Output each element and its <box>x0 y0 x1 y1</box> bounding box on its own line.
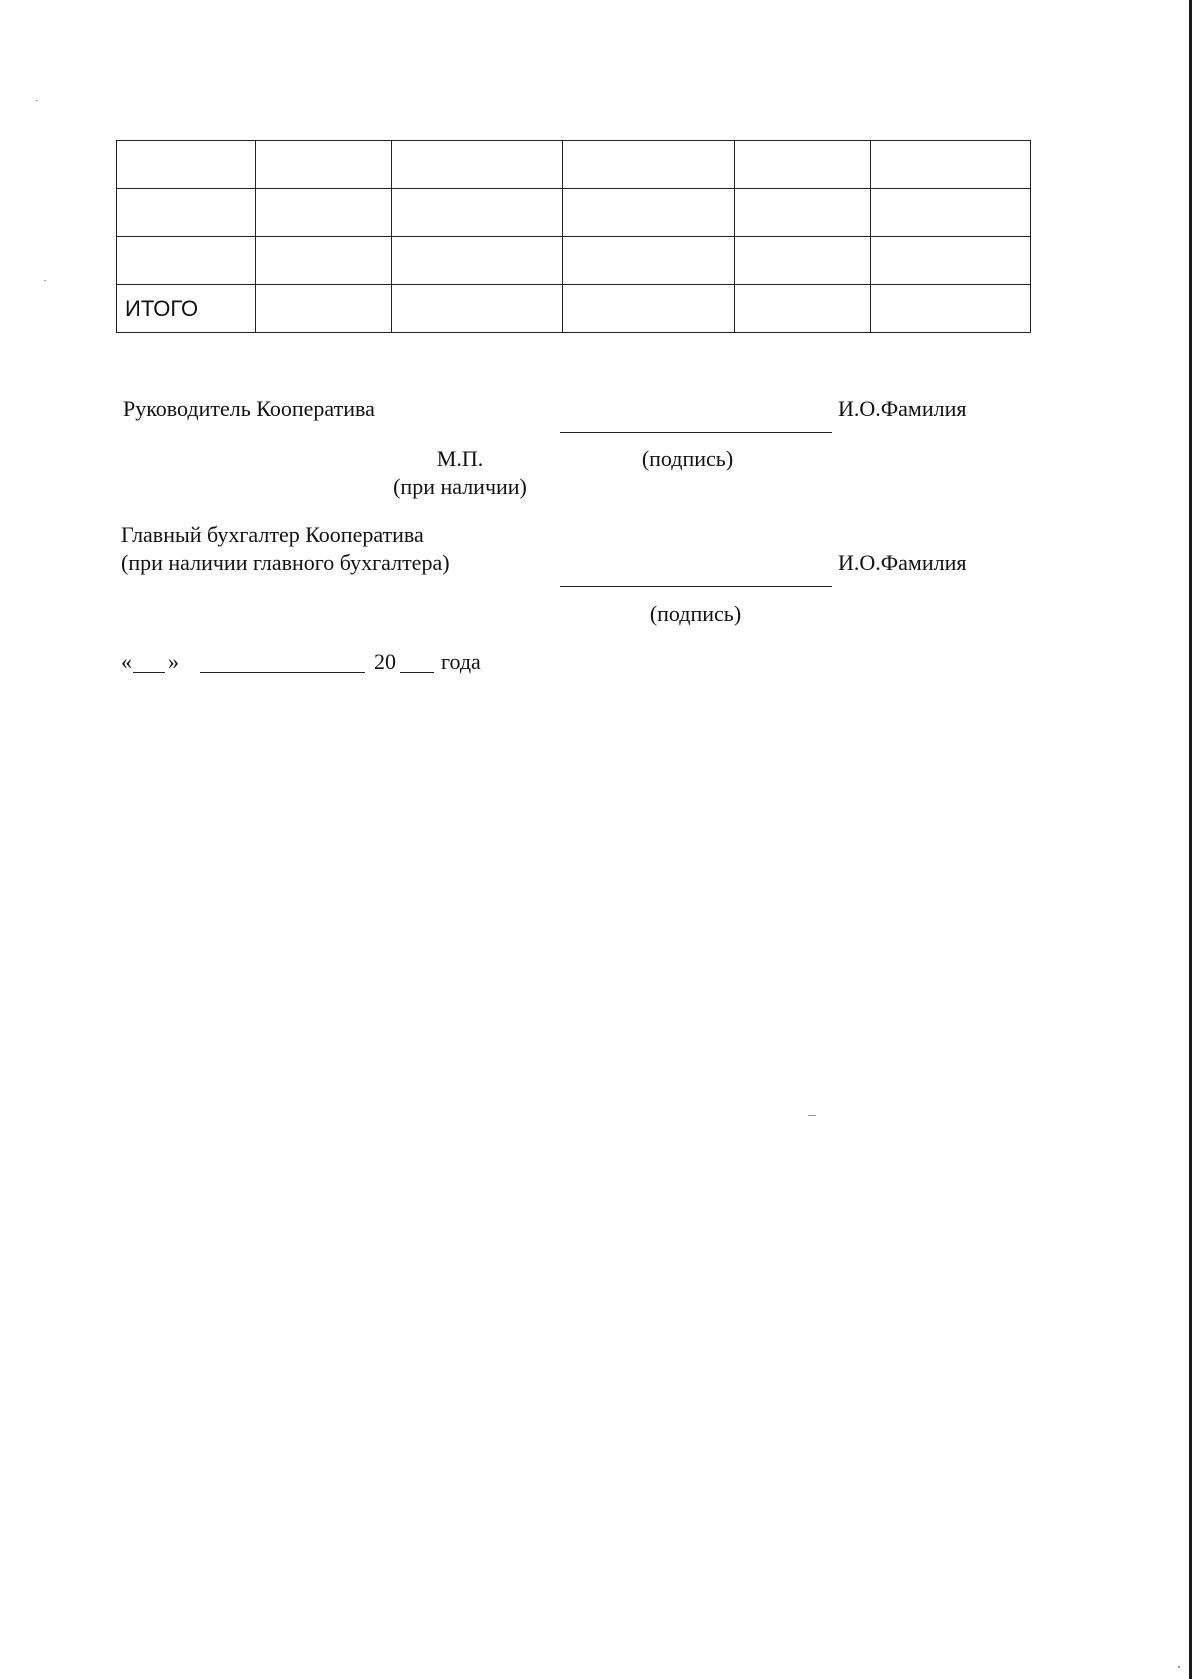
date-month-blank <box>200 672 365 673</box>
accountant-name: И.О.Фамилия <box>838 550 967 575</box>
table-cell <box>563 141 735 189</box>
scan-speck <box>44 280 46 281</box>
table-cell <box>735 237 871 285</box>
head-signature-line <box>560 432 832 433</box>
table-cell <box>256 189 392 237</box>
accountant-label: Главный бухгалтер Кооператива <box>121 522 424 547</box>
date-suffix: года <box>441 649 481 674</box>
table-cell <box>871 285 1031 333</box>
table-cell <box>392 285 563 333</box>
head-label: Руководитель Кооператива <box>123 396 375 421</box>
signature-caption: (подпись) <box>641 446 734 471</box>
scan-speck <box>1178 1666 1180 1668</box>
table-cell <box>871 189 1031 237</box>
date-day-blank <box>133 672 165 673</box>
table-cell <box>117 189 256 237</box>
table-cell <box>117 141 256 189</box>
table-cell <box>256 141 392 189</box>
table-cell <box>871 237 1031 285</box>
table-cell <box>735 285 871 333</box>
table-cell <box>563 189 735 237</box>
date-year-blank <box>400 672 434 673</box>
table-cell <box>735 189 871 237</box>
table-cell <box>735 141 871 189</box>
table-cell <box>256 237 392 285</box>
report-table <box>116 140 1031 333</box>
table-row <box>117 237 1031 285</box>
table-row <box>117 189 1031 237</box>
accountant-note: (при наличии главного бухгалтера) <box>121 550 450 575</box>
stamp-note: (при наличии) <box>393 474 527 499</box>
date-century: 20 <box>374 649 396 674</box>
signature-caption: (подпись) <box>649 601 742 626</box>
date-close-quote: » <box>168 649 179 674</box>
stamp-label: М.П. <box>436 446 484 471</box>
table-cell <box>392 141 563 189</box>
table-cell <box>871 141 1031 189</box>
head-name: И.О.Фамилия <box>838 396 967 421</box>
table-cell <box>392 189 563 237</box>
table-row <box>117 141 1031 189</box>
table-cell <box>563 285 735 333</box>
scan-page-edge <box>1189 0 1192 1679</box>
scan-speck <box>36 100 38 101</box>
date-open-quote: « <box>121 649 132 674</box>
table-total-row <box>117 285 1031 333</box>
table-cell <box>392 237 563 285</box>
accountant-signature-line <box>560 586 832 587</box>
table-cell <box>563 237 735 285</box>
scan-speck <box>808 1115 816 1116</box>
table-cell <box>256 285 392 333</box>
table-cell <box>117 237 256 285</box>
total-label-cell: ИТОГО <box>117 285 256 333</box>
